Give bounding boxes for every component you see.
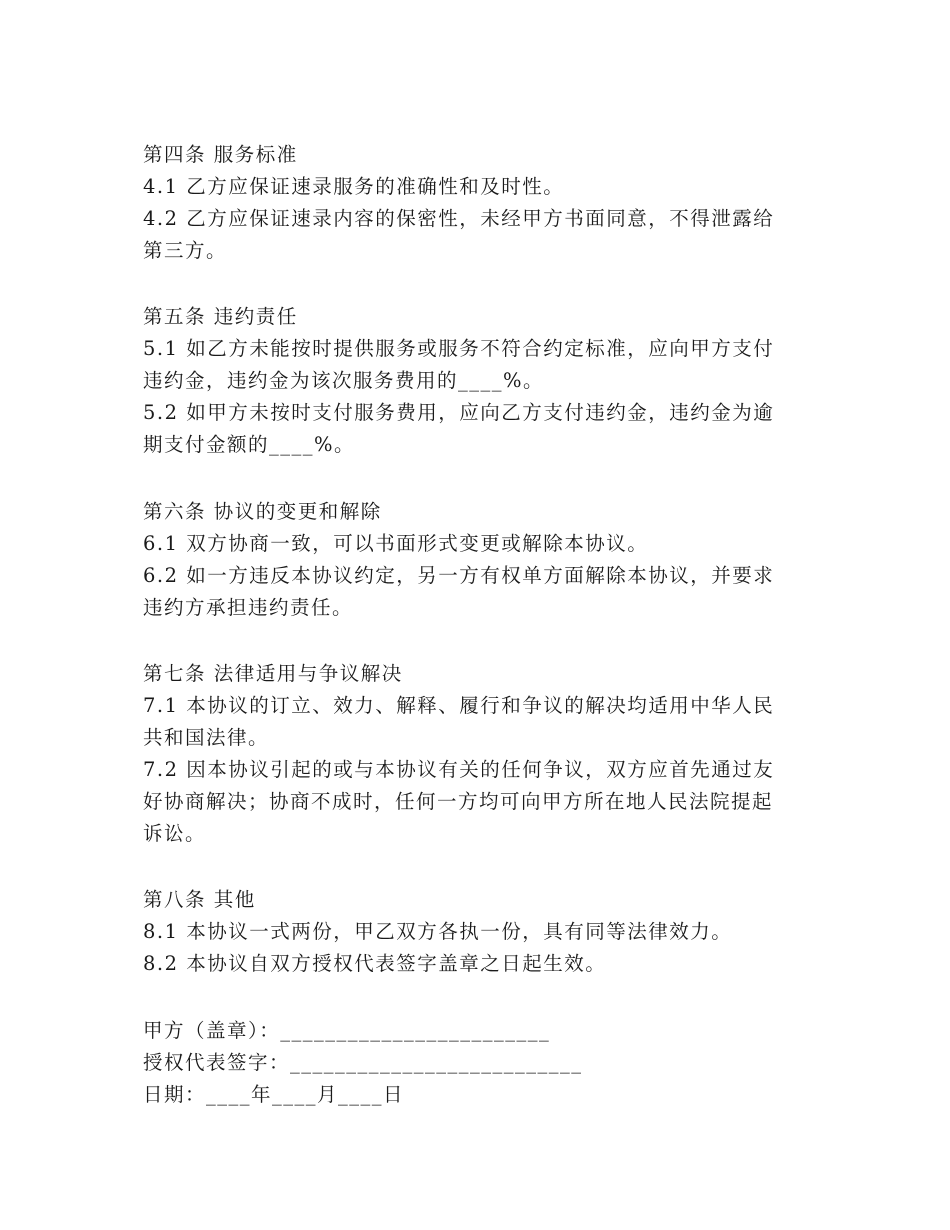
authorized-signature-line: 授权代表签字：__________________________ [143, 1051, 583, 1074]
date-line: 日期：____年____月____日 [143, 1083, 405, 1106]
clause-4-1: 4.1 乙方应保证速录服务的准确性和及时性。 [143, 175, 565, 198]
party-a-seal-line: 甲方（盖章）：________________________ [143, 1019, 551, 1042]
clause-6-2-line-2: 违约方承担违约责任。 [143, 596, 354, 619]
article-4-heading: 第四条 服务标准 [143, 143, 298, 166]
clause-8-1: 8.1 本协议一式两份，甲乙双方各执一份，具有同等法律效力。 [143, 920, 733, 943]
clause-7-2-line-1: 7.2 因本协议引起的或与本协议有关的任何争议，双方应首先通过友 [143, 758, 775, 781]
clause-5-2-line-2: 期支付金额的____%。 [143, 433, 356, 456]
clause-6-2-line-1: 6.2 如一方违反本协议约定，另一方有权单方面解除本协议，并要求 [143, 564, 775, 587]
clause-7-2-line-2: 好协商解决；协商不成时，任何一方均可向甲方所在地人民法院提起 [143, 790, 774, 813]
clause-5-1-line-1: 5.1 如乙方未能按时提供服务或服务不符合约定标准，应向甲方支付 [143, 337, 775, 360]
clause-5-1-line-2: 违约金，违约金为该次服务费用的____%。 [143, 369, 545, 392]
article-5-heading: 第五条 违约责任 [143, 305, 298, 328]
clause-7-1-line-1: 7.1 本协议的订立、效力、解释、履行和争议的解决均适用中华人民 [143, 694, 775, 717]
clause-4-2-line-2: 第三方。 [143, 239, 228, 262]
clause-6-1: 6.1 双方协商一致，可以书面形式变更或解除本协议。 [143, 532, 649, 555]
clause-5-2-line-1: 5.2 如甲方未按时支付服务费用，应向乙方支付违约金，违约金为逾 [143, 401, 775, 424]
clause-4-2-line-1: 4.2 乙方应保证速录内容的保密性，未经甲方书面同意，不得泄露给 [143, 207, 775, 230]
clause-7-2-line-3: 诉讼。 [143, 822, 207, 845]
clause-7-1-line-2: 共和国法律。 [143, 726, 270, 749]
article-6-heading: 第六条 协议的变更和解除 [143, 500, 382, 523]
clause-8-2: 8.2 本协议自双方授权代表签字盖章之日起生效。 [143, 952, 607, 975]
article-7-heading: 第七条 法律适用与争议解决 [143, 662, 403, 685]
article-8-heading: 第八条 其他 [143, 888, 256, 911]
